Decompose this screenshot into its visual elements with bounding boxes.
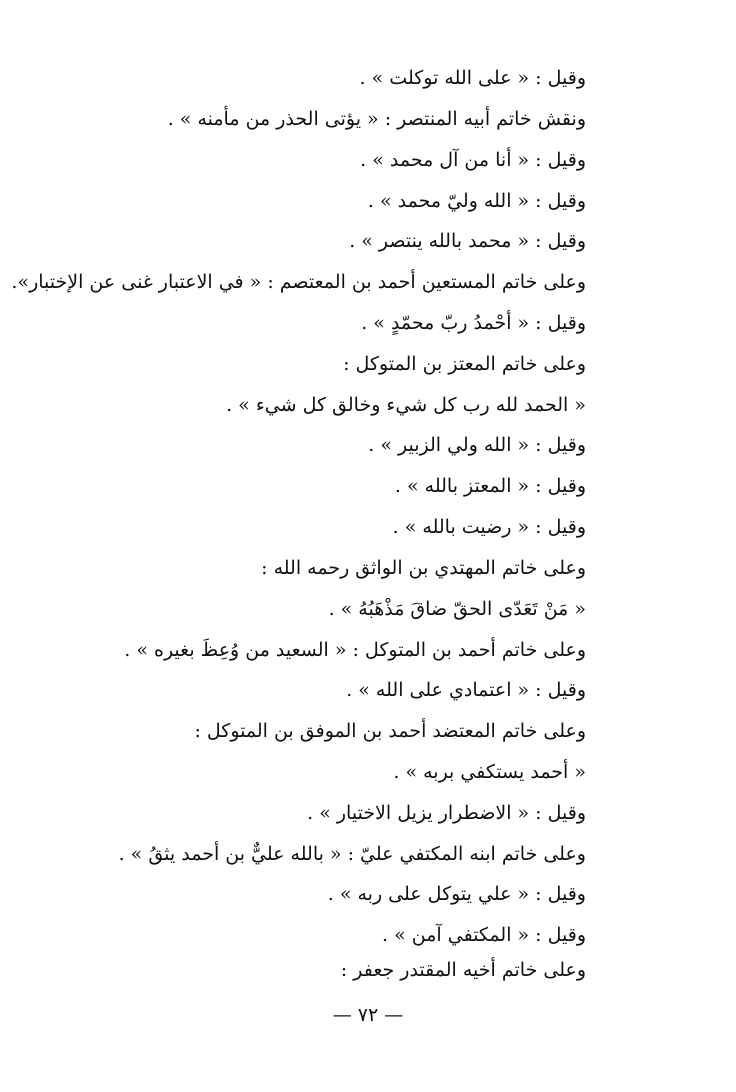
text-line: وقيل : « محمد بالله ينتصر » . xyxy=(349,230,586,252)
text-line: « مَنْ تَعَدّى الحقّ ضاقَ مَذْهَبُهُ » . xyxy=(328,598,586,620)
text-line: وعلى خاتم أحمد بن المتوكل : « السعيد من وُعِظَ بغيره » . xyxy=(124,639,586,661)
text-line: « أحمد يستكفي بربه » . xyxy=(393,761,586,783)
text-line: وقيل : « أحْمدُ ربّ محمّدٍ » . xyxy=(361,312,586,334)
text-line: وعلى خاتم أخيه المقتدر جعفر : xyxy=(340,959,586,981)
text-line: ونقش خاتم أبيه المنتصر : « يؤتى الحذر من مأمنه » . xyxy=(167,108,586,130)
text-line: وقيل : « اعتمادي على الله » . xyxy=(346,679,586,701)
text-line: وقيل : « رضيت بالله » . xyxy=(392,516,586,538)
text-line: وقيل : « الاضطرار يزيل الاختيار » . xyxy=(307,802,586,824)
text-line: وقيل : « المكتفي آمن » . xyxy=(382,924,586,946)
text-line: وعلى خاتم المعتضد أحمد بن الموفق بن المتوكل : xyxy=(194,720,586,742)
text-line: وقيل : « المعتز بالله » . xyxy=(394,475,586,497)
text-line: وقيل : « على الله توكلت » . xyxy=(359,67,586,89)
text-line: وقيل : « علي يتوكل على ربه » . xyxy=(327,883,586,905)
page-number: — ٧٢ — xyxy=(332,1004,404,1026)
text-line: وقيل : « أنا من آل محمد » . xyxy=(360,149,586,171)
text-line: وعلى خاتم ابنه المكتفي عليّ : « بالله عليٌّ بن أحمد يثقُ » . xyxy=(118,843,586,865)
text-line: وعلى خاتم المستعين أحمد بن المعتصم : « في الاعتبار غنى عن الإختبار». xyxy=(11,271,586,293)
text-line: وقيل : « الله ولي الزبير » . xyxy=(368,434,586,456)
text-line: وقيل : « الله وليّ محمد » . xyxy=(367,190,586,212)
text-line: وعلى خاتم المهتدي بن الواثق رحمه الله : xyxy=(261,557,586,579)
text-line: وعلى خاتم المعتز بن المتوكل : xyxy=(343,353,586,375)
text-line: « الحمد لله رب كل شيء وخالق كل شيء » . xyxy=(226,394,586,416)
